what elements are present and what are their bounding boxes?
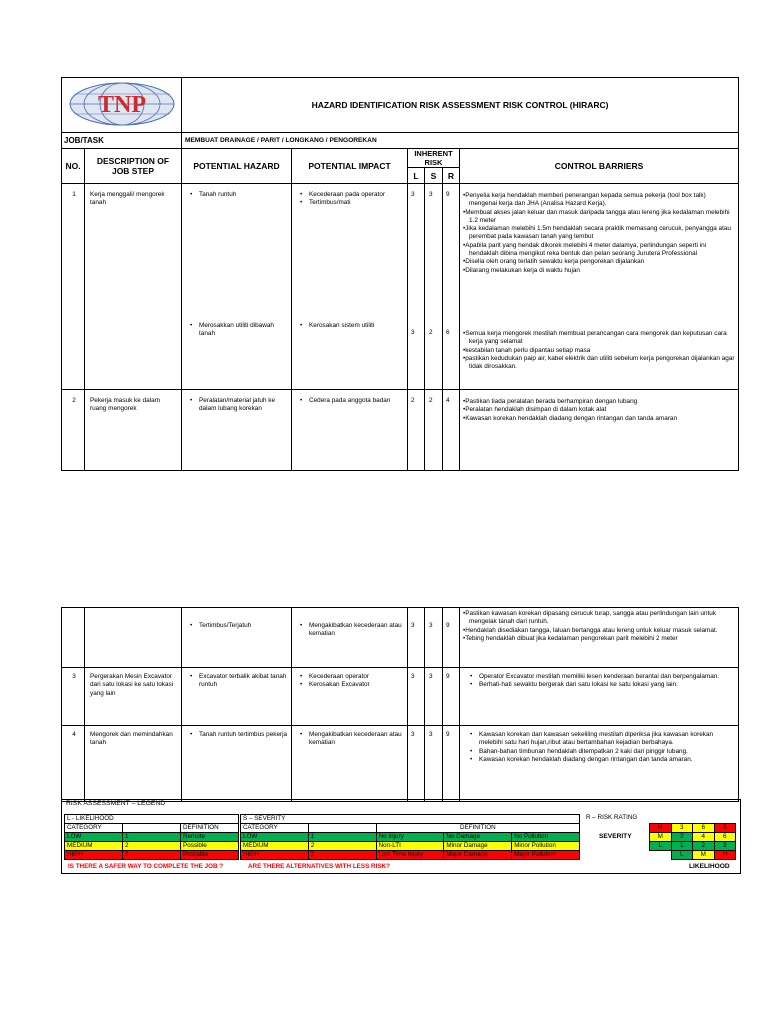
table-row	[62, 390, 739, 471]
table-row	[62, 668, 739, 726]
hirarc-table-page2	[61, 607, 738, 802]
impact-item: • Mengakibatkan kecederaan atau kematian	[297, 622, 404, 639]
hazard-item: • Tanah runtuh tertimbus pekerja	[187, 731, 288, 739]
col-no-header: NO.	[62, 149, 85, 184]
document-title: HAZARD IDENTIFICATION RISK ASSESSMENT RISK CONTROL (HIRARC)	[182, 78, 739, 133]
job-step: Pergerakan Mesin Excavator dari satu lokasi ke satu lokasi yang lain	[85, 668, 182, 726]
hazard-item: • Tanah runtuh	[187, 191, 288, 199]
risk-value: 6	[446, 329, 450, 336]
alternatives-question: ARE THERE ALTERNATIVES WITH LESS RISK?	[248, 863, 390, 870]
risk-value: 9	[443, 726, 460, 802]
job-task-value: MEMBUAT DRAINAGE / PARIT / LONGKANG / PENGOREKAN	[182, 133, 739, 149]
row-number: 3	[62, 668, 85, 726]
severity-category: HIGH	[241, 851, 309, 860]
job-task-label: JOB/TASK	[62, 133, 182, 149]
severity-value: 3	[425, 726, 443, 802]
job-step: Kerja menggali/ mengorek tanah	[85, 184, 182, 390]
control-item: •Semua kerja mengorek mestilah membuat perancangan cara mengorek dan keputusan cara kerja yang selamat	[463, 330, 727, 346]
control-item: •Pastikan tiada peralatan berada berhampiran dengan lubang	[463, 398, 638, 405]
likelihood-value: 2	[408, 390, 425, 471]
col-hazard-header: POTENTIAL HAZARD	[182, 149, 292, 184]
severity-definition: Non-LTI	[376, 842, 444, 851]
likelihood-category: HIGH	[65, 851, 123, 860]
impact-item: • Kerosakan Excavator	[297, 681, 404, 689]
control-item: •Pastikan kawasan korekan dipasang cerucuk turap, sangga atau perlindungan lain untuk mengelak tanah dari runtuh.	[463, 610, 717, 626]
matrix-cell: 2	[693, 842, 715, 851]
impact-item: • Kecederaan operator	[297, 673, 404, 681]
likelihood-axis-label: LIKELIHOOD	[689, 863, 730, 870]
risk-matrix	[649, 823, 736, 860]
matrix-cell: 6	[714, 833, 736, 842]
severity-number: 1	[308, 833, 376, 842]
matrix-severity-low: L	[650, 842, 672, 851]
control-item: •Tebing hendaklah dibuat jika kedalaman pengorekan parit melebihi 2 meter	[463, 634, 678, 642]
matrix-corner	[650, 851, 672, 860]
severity-definition: No Damage	[444, 833, 512, 842]
hazard-item: • Tertimbus/Terjatuh	[187, 622, 288, 630]
severity-number: 3	[308, 851, 376, 860]
matrix-severity-medium: M	[650, 833, 672, 842]
risk-value: 9	[443, 608, 460, 668]
control-item: •Membuat akses jalan keluar dan masuk daripada tangga atau lereng jika kedalaman melebihi 1.2 meter	[463, 208, 730, 224]
likelihood-number: 1	[123, 833, 181, 842]
risk-value: 9	[446, 191, 450, 198]
matrix-likelihood-low: L	[671, 851, 693, 860]
job-step: Mengorek dan memindahkan tanah	[85, 726, 182, 802]
impact-item: • Mengakibatkan kecederaan atau kematian	[297, 731, 404, 748]
severity-definition: Minor Pollution	[512, 842, 580, 851]
hazard-item: • Peralatan/material jatuh ke dalam lubang korekan	[187, 397, 288, 414]
legend-title: RISK ASSESSMENT – LEGEND	[66, 800, 166, 807]
col-control-header: CONTROL BARRIERS	[460, 149, 739, 184]
col-impact-header: POTENTIAL IMPACT	[292, 149, 408, 184]
matrix-cell: 6	[693, 824, 715, 833]
job-step: Pekerja masuk ke dalam ruang mengorek	[85, 390, 182, 471]
control-item: •pastikan kedudukan paip air, kabel elektrik dan utiliti sebelum kerja pengorekan dijalankan agar tidak dirosakkan.	[463, 354, 735, 371]
matrix-cell: 2	[671, 833, 693, 842]
safer-way-question: IS THERE A SAFER WAY TO COMPLETE THE JOB ?	[68, 863, 224, 870]
globe-logo-icon	[63, 79, 181, 129]
severity-category: MEDIUM	[241, 842, 309, 851]
impact-item: • Tertimbus/mati	[297, 199, 404, 207]
likelihood-definition: Probable	[181, 851, 239, 860]
severity-definition: No Injury	[376, 833, 444, 842]
likelihood-definition: Remote	[181, 833, 239, 842]
col-l-header: L	[408, 168, 425, 184]
severity-category: LOW	[241, 833, 309, 842]
likelihood-value: 3	[408, 668, 425, 726]
control-item: •Peralatan hendaklah disimpan di dalam kotak alat	[463, 406, 607, 414]
matrix-likelihood-medium: M	[693, 851, 715, 860]
job-step	[85, 608, 182, 668]
category-header: CATEGORY	[65, 824, 123, 833]
table-row	[62, 726, 739, 802]
control-item: •kestabilan tanah perlu dipantau setiap masa	[463, 346, 591, 354]
matrix-cell: 3	[671, 824, 693, 833]
likelihood-category: MEDIUM	[65, 842, 123, 851]
control-item: •Dilarang melakukan kerja di waktu hujan	[463, 266, 580, 274]
severity-value: 2	[425, 390, 443, 471]
col-inherent-risk-header: INHERENT RISK	[408, 149, 460, 168]
control-item: •Apabila parit yang hendak dikorek melebihi 4 meter dalamya, perlindungan seperti ini hendaklah dibina mengikut reka bentuk dan pelan seorang Jurutera Professional	[463, 241, 707, 258]
severity-axis-label: SEVERITY	[599, 833, 632, 840]
likelihood-value: 3	[411, 329, 415, 336]
table-row	[62, 184, 739, 390]
impact-item: • Kerosakan sistem utiliti	[297, 322, 404, 330]
control-item: •Penyelia kerja hendaklah memberi penerangan kepada semua pekerja (tool box talk) mengenai kerja dan JHA (Analisa Hazard Kerja).	[463, 192, 706, 208]
severity-definition: Minor Damage	[444, 842, 512, 851]
impact-item: • Cedera pada anggota badan	[297, 397, 404, 405]
likelihood-value: 3	[408, 608, 425, 668]
severity-value: 3	[425, 668, 443, 726]
severity-value: 3	[429, 191, 433, 198]
likelihood-value: 3	[411, 191, 415, 198]
risk-legend	[61, 799, 741, 874]
hazard-item: • Excavator terbalik akibat tanah runtuh	[187, 673, 288, 690]
likelihood-category: LOW	[65, 833, 123, 842]
matrix-cell: 9	[714, 824, 736, 833]
risk-value: 4	[443, 390, 460, 471]
row-number: 1	[62, 184, 85, 390]
hirarc-table-page1	[61, 77, 738, 471]
likelihood-number: 3	[123, 851, 181, 860]
likelihood-table	[64, 814, 239, 860]
svg-text:TNP: TNP	[97, 92, 146, 118]
likelihood-value: 3	[408, 726, 425, 802]
risk-value: 9	[443, 668, 460, 726]
control-item: •Kawasan korekan hendaklah diadang dengan rintangan dan tanda amaran	[463, 414, 678, 422]
impact-item: • Kecederaan pada operator	[297, 191, 404, 199]
control-item: • Operator Excavator mestilah memiliki lesen kenderaan berantai dan berpengalaman.	[467, 673, 735, 681]
severity-definition: Major Pollution	[512, 851, 580, 860]
col-r-header: R	[443, 168, 460, 184]
matrix-likelihood-high: H	[714, 851, 736, 860]
control-item: •Jika kedalaman melebihi 1.5m hendaklah secara praktik memasang cerucuk, penyangga atau perembat pada kawasan tanah yang lembut	[463, 225, 731, 241]
company-logo	[62, 78, 182, 133]
control-item: • Berhati-hati sewaktu bergerak dari satu lokasi ke satu lokasi yang lain.	[467, 681, 735, 689]
control-item: •Hendaklah disediakan tangga, laluan bertangga atau lereng untuk keluar masuk selamat.	[463, 626, 718, 634]
control-item: • Bahan-bahan timbunan hendaklah ditempatkan 2 kaki dari pinggir lubang.	[467, 748, 735, 756]
definition-header: DEFINITION	[376, 824, 579, 833]
category-header: CATEGORY	[241, 824, 309, 833]
row-number	[62, 608, 85, 668]
matrix-cell: 1	[671, 842, 693, 851]
row-number: 2	[62, 390, 85, 471]
control-item: •Diselia oleh orang terlatih sewaktu kerja pengorekan dijalankan	[463, 258, 645, 266]
severity-definition: Lost Time Injury	[376, 851, 444, 860]
matrix-cell: 3	[714, 842, 736, 851]
table-row	[62, 608, 739, 668]
risk-rating-title: R – RISK RATING	[586, 814, 638, 821]
control-item: • Kawasan korekan dan kawasan sekeliling mestilah diperiksa jika kawasan korekan melebihi satu hari hujan,ribut atau bertambahan kejadian berbahaya.	[467, 731, 735, 748]
severity-number: 2	[308, 842, 376, 851]
matrix-severity-high: H	[650, 824, 672, 833]
likelihood-title: L - LIKELIHOOD	[65, 815, 239, 824]
severity-value: 2	[429, 329, 433, 336]
col-description-header: DESCRIPTION OF JOB STEP	[85, 149, 182, 184]
severity-definition: Major Damage	[444, 851, 512, 860]
col-s-header: S	[425, 168, 443, 184]
row-number: 4	[62, 726, 85, 802]
matrix-cell: 4	[693, 833, 715, 842]
definition-header: DEFINITION	[181, 824, 239, 833]
severity-value: 3	[425, 608, 443, 668]
control-item: • Kawasan korekan hendaklah diadang dengan rintangan dan tanda amaran.	[467, 756, 735, 764]
severity-title: S – SEVERITY	[241, 815, 580, 824]
likelihood-number: 2	[123, 842, 181, 851]
hazard-item: • Merosakkan utiliti dibawah tanah	[187, 322, 288, 339]
severity-table	[240, 814, 580, 860]
likelihood-definition: Possible	[181, 842, 239, 851]
severity-definition: No Pollution	[512, 833, 580, 842]
